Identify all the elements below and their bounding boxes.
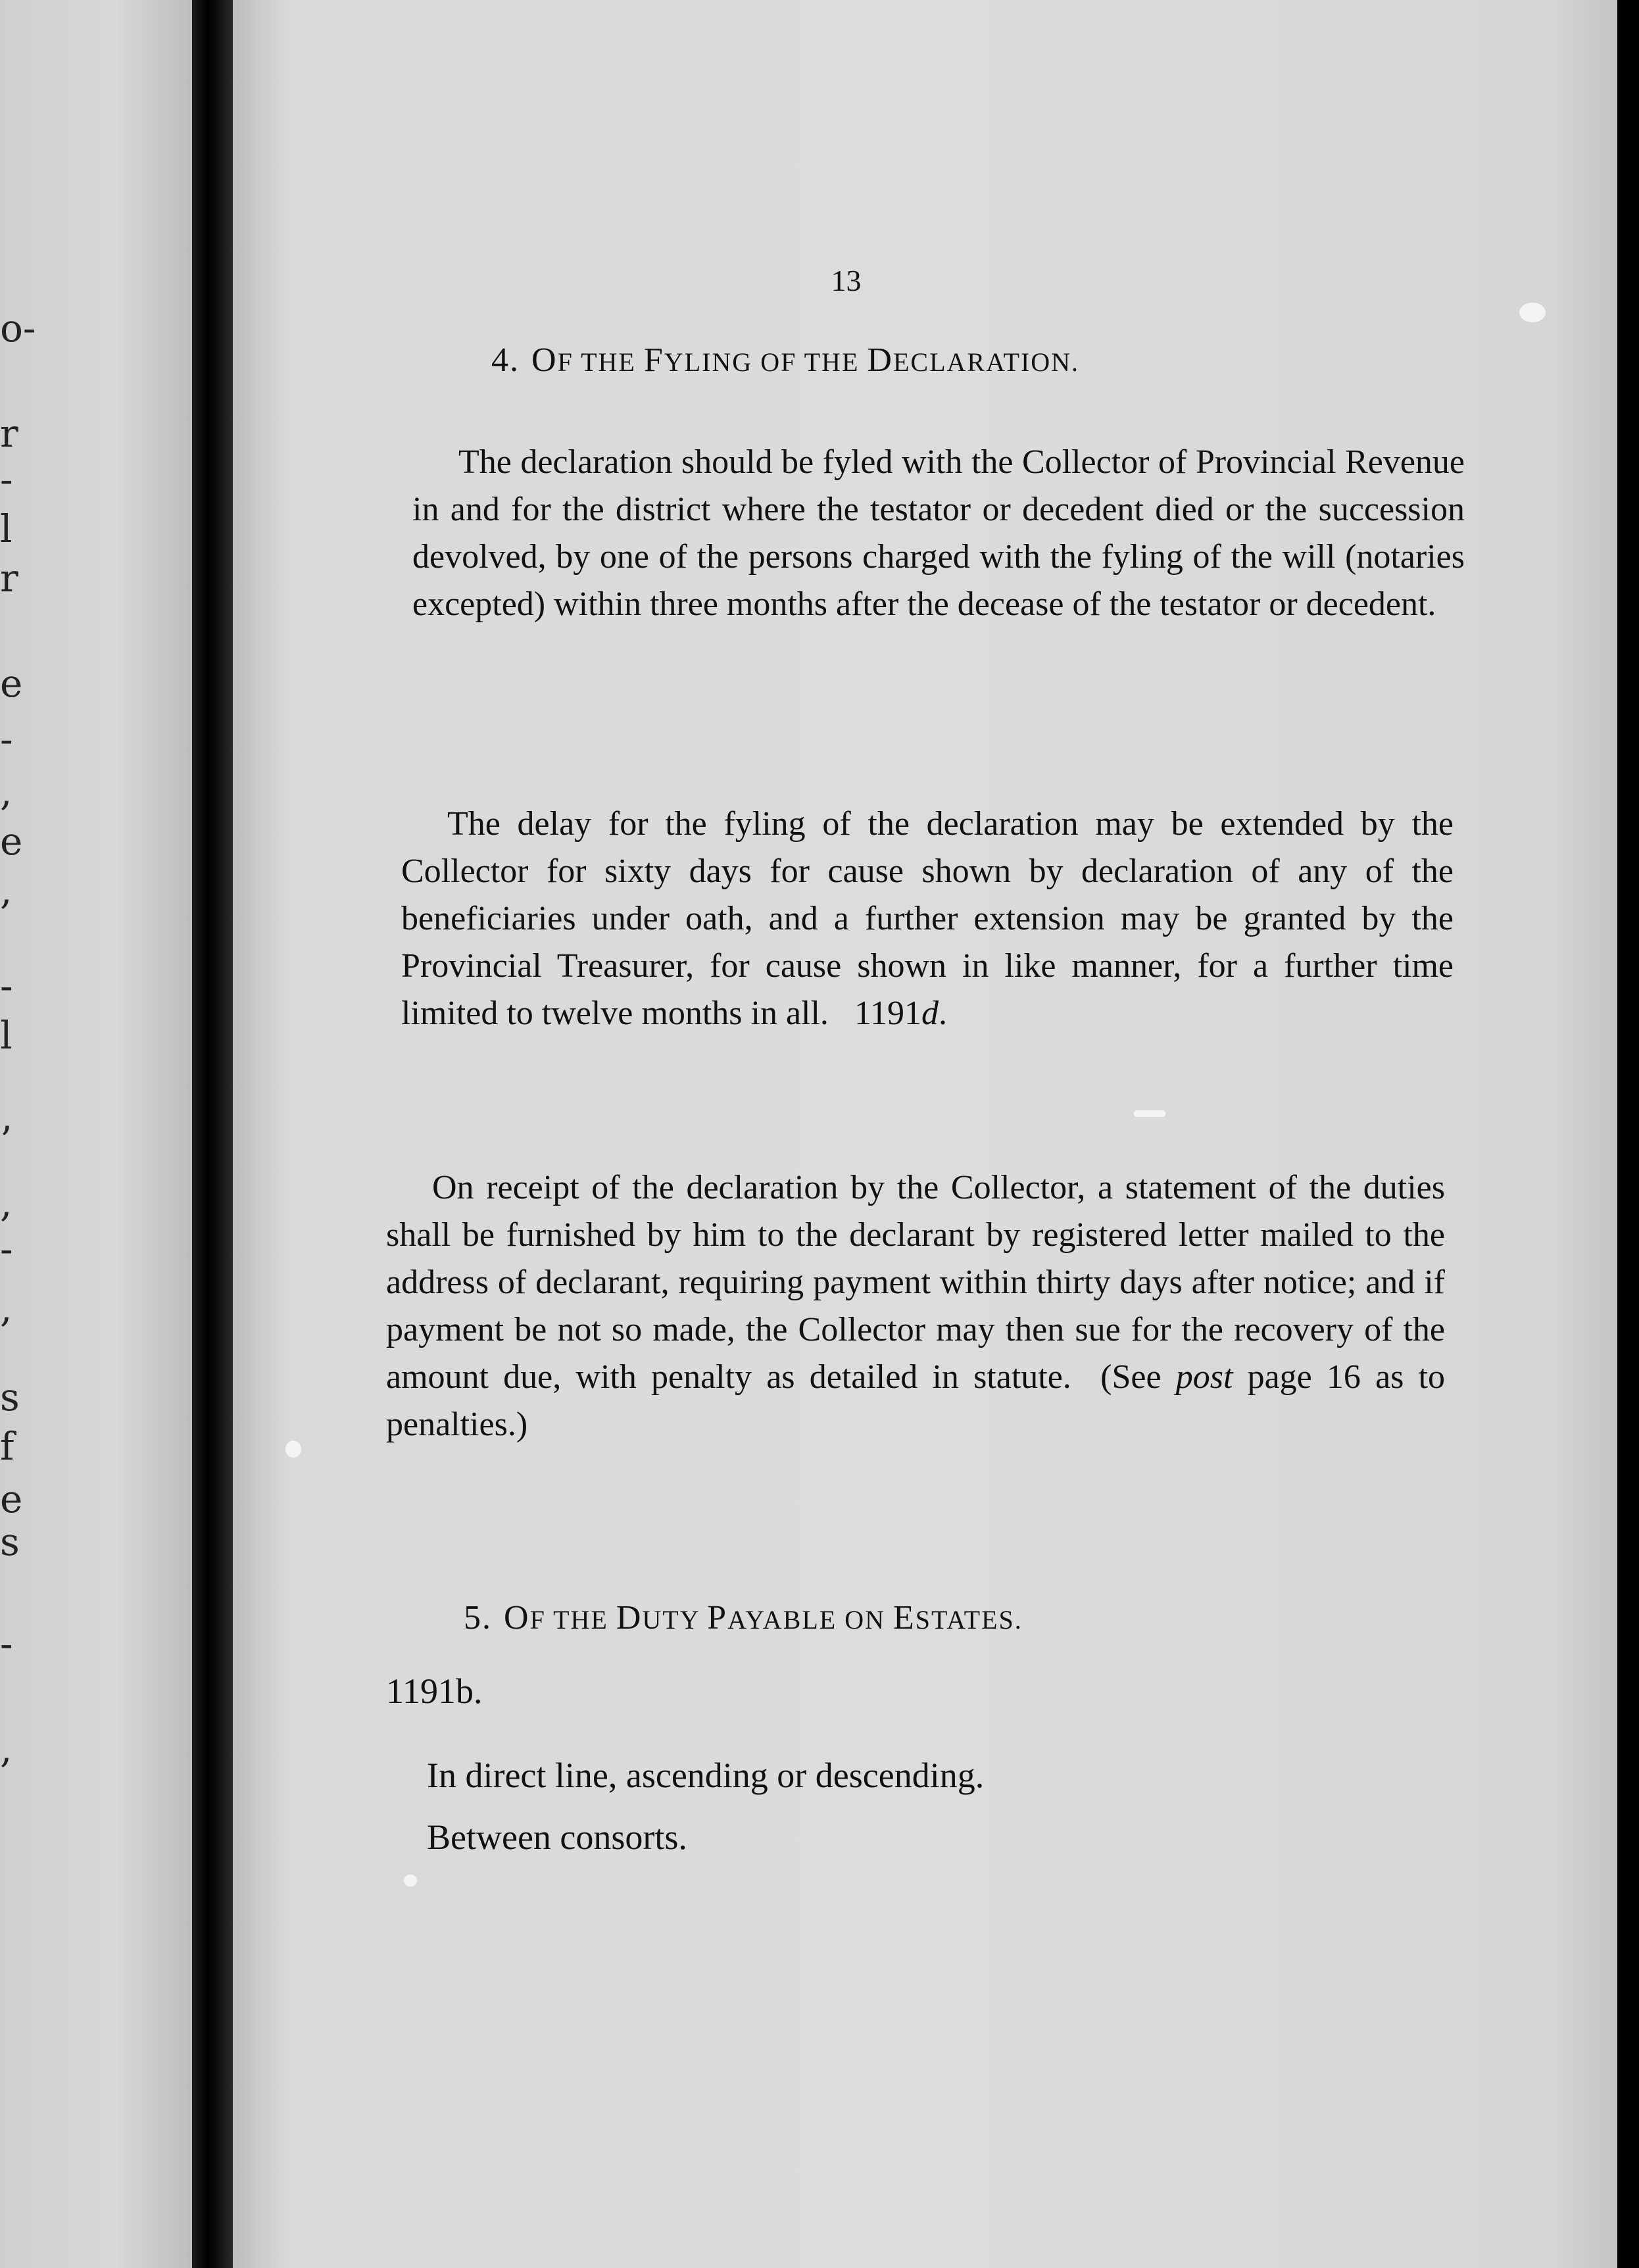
edge-char: , [0,1286,12,1331]
heading-part: ON [844,1605,893,1635]
article-reference-1191b: 1191b. [386,1671,483,1711]
edge-char: - [0,964,13,1008]
edge-char: o- [0,306,36,351]
heading-part: D [867,341,893,379]
section-number: 4. [491,341,520,379]
heading-part: THE [581,347,644,377]
article-suffix: d [921,995,939,1032]
see-note-tail: page 16 as to penalties.) [386,1358,1446,1443]
heading-part: THE [553,1605,616,1635]
heading-part: THE [804,347,868,377]
heading-part: OF [760,347,804,377]
edge-char: , [0,1727,12,1771]
edge-char: e [0,1477,23,1521]
edge-char: - [0,717,13,762]
post-italic: post [1175,1358,1233,1396]
heading-part: UTY [642,1605,708,1635]
paragraph-filing-location: The declaration should be fyled with the Collector of Provincial Revenue in and for the district where the testator or decedent died or the succession devolved, by one of the persons charged with the fyling of the will (notaries excepted) within three months after the decease of the testator or decedent. [412,443,1465,623]
edge-char: r [0,556,18,601]
heading-part: F [529,1605,554,1635]
edge-char: l [0,506,12,551]
edge-char: s [0,1375,20,1419]
heading-part: E [893,1599,916,1637]
edge-char: - [0,457,13,502]
book-gutter [192,0,233,2268]
previous-page-fragment [0,0,192,2268]
heading-part: F [557,347,581,377]
scan-speck [285,1441,301,1458]
section-number: 5. [464,1599,492,1637]
heading-part: YLING [664,347,761,377]
edge-char: ’ [0,1118,12,1163]
cut-off-text-column [0,0,36,2268]
paragraph-text: On receipt of the declaration by the Collector, a statement of the duties shall be furnished by him to the declarant by registered letter mailed to the address of declarant, requiring payment within thirty days after notice; and if payment be not so made, the Collector may then sue for the recovery of the amount due, with penalty as detailed in statute. [386,1169,1445,1396]
heading-part: AYABLE [727,1605,845,1635]
edge-char: e [0,819,23,864]
paragraph-filing-delay [401,801,1454,1037]
paragraph-text: The delay for the fyling of the declaration may be extended by the Collector for sixty days for cause shown by declaration of any of the beneficiaries under oath, and a further extension may be granted by the Provincial Treasurer, for cause shown in like manner, for a further time limited to twelve months in all. [401,805,1454,1032]
scan-speck [1134,1110,1165,1117]
article-number: 1191 [854,995,922,1032]
heading-part: F [643,341,664,379]
rate-category-direct-line: In direct line, ascending or descending. [427,1756,985,1795]
section-5-heading [464,1598,1023,1637]
edge-char: r [0,411,18,456]
heading-part: P [707,1599,728,1637]
edge-char: , [0,868,12,913]
book-page [233,0,1617,2268]
rate-category-consorts: Between consorts. [427,1817,687,1857]
scan-speck [1519,303,1546,322]
heading-part: ECLARATION. [893,347,1080,377]
see-note: (See [1100,1358,1176,1396]
heading-part: STATES. [915,1605,1023,1635]
paragraph-duty-statement [386,1164,1445,1448]
edge-char: - [0,1621,13,1666]
edge-char: e [0,661,23,706]
edge-char: - [0,1227,13,1271]
heading-part: O [504,1599,530,1637]
heading-part: O [531,341,558,379]
heading-gap [496,1620,500,1631]
edge-char: f [0,1424,14,1469]
heading-part: D [616,1599,643,1637]
edge-char: l [0,1013,12,1058]
article-reference: 1191d. [854,995,948,1032]
edge-char: , [0,770,12,814]
page-edge-shadow [1617,0,1639,2268]
heading-gap [524,362,527,374]
scan-speck [404,1875,417,1886]
edge-char: , [0,1181,12,1225]
section-4-heading [491,341,1079,380]
page-number: 13 [831,264,862,297]
edge-char: s [0,1519,20,1564]
